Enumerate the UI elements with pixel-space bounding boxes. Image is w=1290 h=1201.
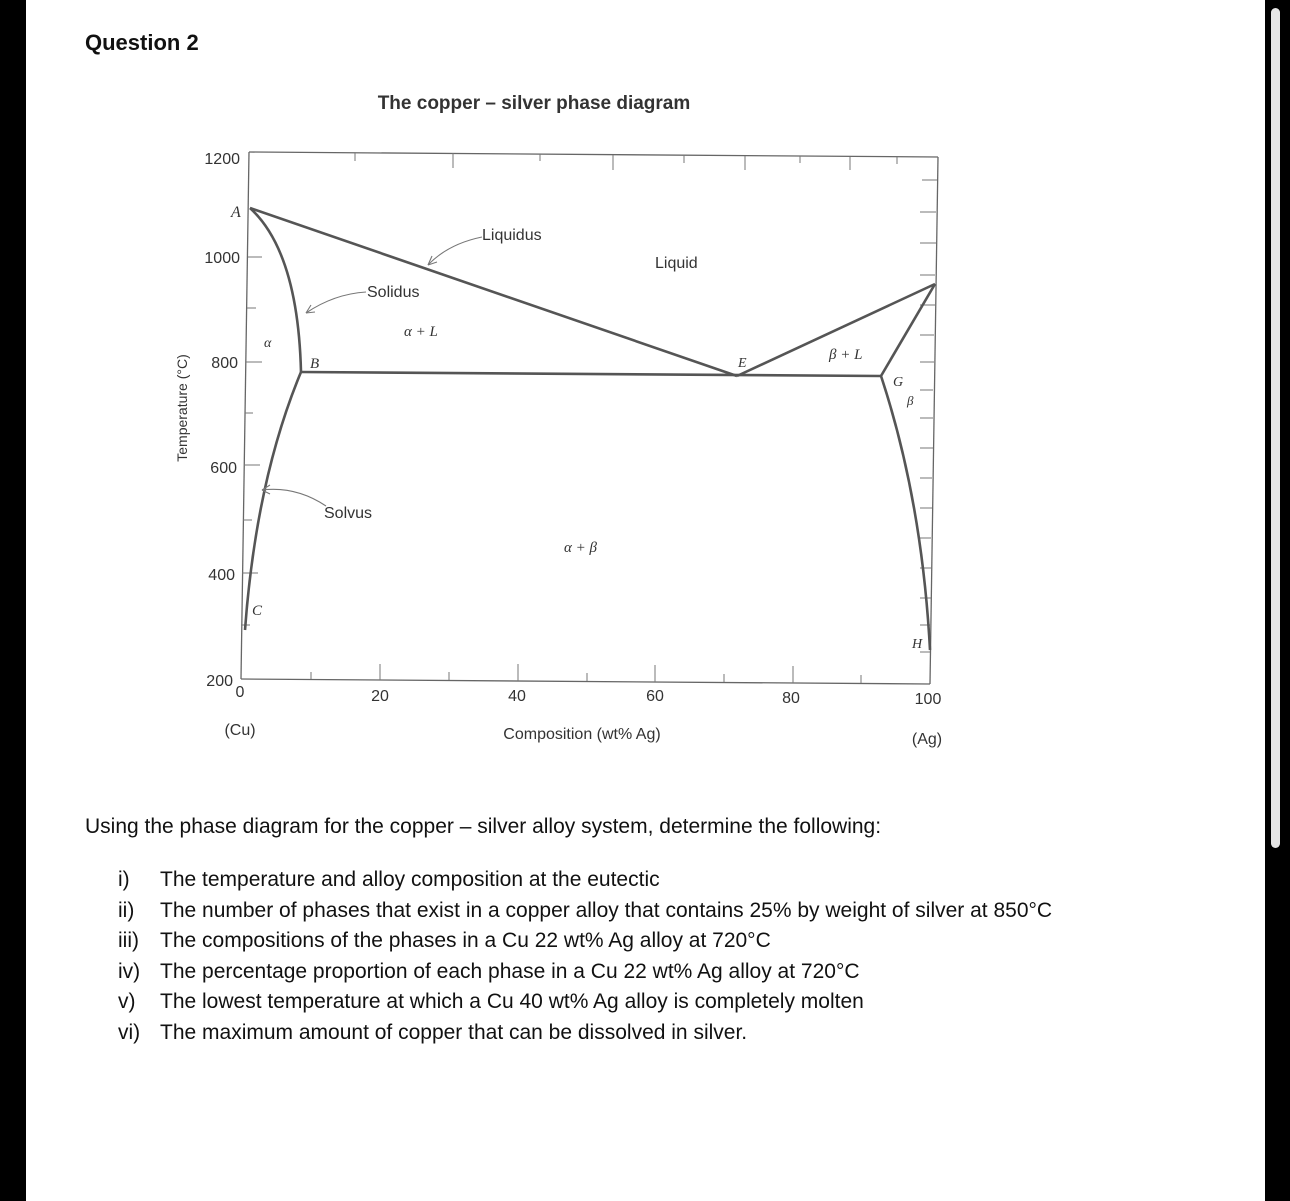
point-h-label: H [912,637,923,652]
y-tick-label: 400 [208,567,235,584]
question-item [118,1018,1052,1049]
plot-frame [241,152,938,684]
point-b-label: B [310,356,320,372]
region-liquid-label: Liquid [655,255,698,272]
question-item [118,987,1052,1018]
x-tick-label: 60 [646,688,664,705]
x-axis-left-end: (Cu) [224,722,256,739]
question-text: The compositions of the phases in a Cu 22 wt% Ag alloy at 720°C [160,929,771,952]
y-tick-label: 1200 [204,151,240,168]
y-tick-label: 600 [210,460,237,477]
region-alpha-l-label: α + L [404,324,438,340]
x-tick-label: 0 [235,684,245,701]
question-number: vi) [118,1020,141,1044]
question-number: v) [118,990,136,1013]
question-item [118,957,1052,988]
question-item [118,926,1052,957]
solvus-alpha-curve [245,372,301,630]
y-tick-label: 200 [206,673,233,690]
y-tick-label: 1000 [204,250,240,267]
solidus-alpha-curve [250,208,301,372]
region-beta-label: β [907,393,914,408]
point-c-label: C [252,603,263,619]
x-tick-label: 40 [508,688,526,705]
tick-marks [241,153,937,683]
point-e-label: E [738,356,747,371]
question-item [118,865,1052,896]
solvus-label: Solvus [324,505,373,522]
question-number: ii) [118,898,135,922]
solidus-label: Solidus [367,284,420,301]
y-axis-label: Temperature (°C) [174,354,190,462]
x-tick-label: 80 [782,690,800,707]
x-tick-label: 20 [371,688,389,705]
eutectic-line [301,372,881,376]
question-text: The maximum amount of copper that can be dissolved in silver. [160,1020,748,1044]
point-a-label: A [231,204,241,221]
point-g-label: G [893,375,904,390]
region-beta-l-label: β + L [829,347,863,363]
region-alpha-label: α [264,336,272,351]
x-axis-label: Composition (wt% Ag) [503,726,661,743]
phase-boundaries [245,208,935,650]
question-number: i) [118,868,130,891]
instructions-text: Using the phase diagram for the copper – silver alloy system, determine the following: [85,815,882,838]
question-text: The lowest temperature at which a Cu 40 wt% Ag alloy is completely molten [160,990,864,1013]
question-text: The number of phases that exist in a copper alloy that contains 25% by weight of silver at 850°C [160,898,1053,922]
question-list [118,865,1052,1048]
liquidus-leader [428,237,482,265]
x-tick-label: 100 [914,691,942,708]
question-number: iv) [118,959,141,983]
y-tick-label: 800 [211,355,238,372]
liquidus-label: Liquidus [482,227,542,244]
solidus-leader [306,292,366,313]
question-text: The temperature and alloy composition at the eutectic [160,868,660,891]
question-text: The percentage proportion of each phase in a Cu 22 wt% Ag alloy at 720°C [160,959,860,983]
question-title: Question 2 [85,30,199,55]
region-alpha-beta-label: α + β [564,540,597,556]
question-item [118,896,1052,927]
x-axis-right-end: (Ag) [911,731,943,748]
diagram-title: The copper – silver phase diagram [377,93,691,114]
solvus-beta-curve [881,376,930,650]
solvus-leader [262,489,326,506]
question-number: iii) [118,929,139,952]
